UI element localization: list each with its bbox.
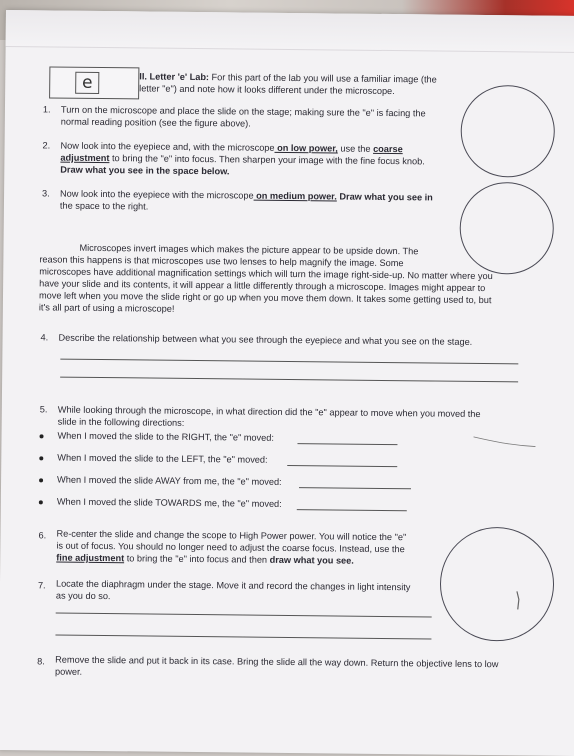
- q5-bullet-left: When I moved the slide to the LEFT, the "e" moved:: [57, 452, 268, 465]
- item-2-coarse: coarse: [373, 143, 403, 155]
- paragraph-line-3: microscopes have additional magnification settings which will turn the image right-side-up. No matter where you: [39, 266, 493, 282]
- q8-number: 8.: [37, 656, 45, 667]
- item-2-text-b: to bring the "e" into focus. Then sharpen your image with the fine focus knob.: [109, 153, 425, 167]
- q7-line-1: Locate the diaphragm under the stage. Move it and record the changes in light intensity: [55, 578, 411, 593]
- q5-line-2: slide in the following directions:: [57, 416, 185, 428]
- q5-answer-away[interactable]: [299, 487, 411, 489]
- q5-bullet-right: When I moved the slide to the RIGHT, the "e" moved:: [57, 430, 274, 443]
- item-1-line-1: Turn on the microscope and place the slide on the stage; making sure the "e" is facing the: [60, 104, 426, 119]
- drawing-circle-medium-power[interactable]: [459, 182, 554, 275]
- q6-line-3: [56, 553, 354, 568]
- paragraph-line-4: have your slide and its contents, it will appear a little differently through a microscope. Images might appear to: [39, 278, 486, 294]
- item-2-text-a: Now look into the eyepiece and, with the microscope: [60, 140, 275, 153]
- paragraph-line-2: reason this happens is that microscopes use two lenses to help magnify the image. Some: [39, 254, 404, 269]
- q5-line-1: While looking through the microscope, in what direction did the "e" appear to move when you moved the: [57, 404, 481, 419]
- q6-draw-instruction: draw what you see.: [269, 554, 354, 566]
- bullet-dot: [39, 478, 43, 482]
- q5-bullet-towards: When I moved the slide TOWARDS me, the "e" moved:: [56, 496, 282, 509]
- q7-number: 7.: [37, 580, 46, 591]
- item-2-text-c: use the: [337, 143, 374, 154]
- q4-number: 4.: [40, 332, 49, 343]
- drawing-circle-low-power[interactable]: [460, 85, 555, 178]
- item-2-adjustment: adjustment: [60, 152, 110, 164]
- q6-fine-adjustment: fine adjustment: [56, 552, 125, 564]
- q8-line-1: Remove the slide and put it back in its case. Bring the slide all the way down. Return the objective lens to low: [55, 654, 499, 670]
- bullet-dot: [39, 500, 43, 504]
- letter-e-glyph: e: [75, 72, 99, 94]
- q5-number: 5.: [39, 404, 48, 415]
- q5-bullet-away: When I moved the slide AWAY from me, the "e" moved:: [57, 474, 282, 487]
- page-fold: [6, 10, 574, 53]
- item-3-line-2: the space to the right.: [59, 200, 149, 212]
- item-3-text-c: Draw what you see in: [336, 191, 433, 203]
- bullet-dot: [40, 434, 44, 438]
- drawing-circle-high-power[interactable]: [439, 527, 554, 642]
- item-1-number: 1.: [42, 104, 51, 115]
- intro-heading: II. Letter 'e' Lab:: [139, 71, 210, 83]
- q4-answer-line-2[interactable]: [60, 377, 518, 383]
- q7-answer-line-2[interactable]: [55, 635, 431, 640]
- q6-number: 6.: [38, 530, 47, 541]
- q6-line-2: is out of focus. You should no longer need to adjust the coarse focus. Instead, use the: [56, 540, 405, 555]
- item-3-number: 3.: [42, 188, 50, 199]
- q7-line-2: as you do so.: [55, 590, 111, 602]
- paragraph-line-6: it's all part of using a microscope!: [38, 302, 175, 314]
- item-2-line-3: Draw what you see in the space below.: [60, 164, 230, 177]
- q7-answer-line-1[interactable]: [56, 613, 432, 618]
- q6-text-b: to bring the "e" into focus and then: [124, 553, 270, 565]
- item-3-text-a: Now look into the eyepiece with the microscope: [60, 188, 254, 201]
- q5-answer-left[interactable]: [287, 465, 397, 467]
- q8-line-2: power.: [55, 666, 83, 677]
- item-3-medium-power: on medium power.: [253, 190, 337, 202]
- q6-line-1: Re-center the slide and change the scope to High Power power. You will notice the "e": [56, 528, 407, 543]
- q5-answer-towards[interactable]: [297, 509, 407, 511]
- q4-answer-line-1[interactable]: [60, 359, 518, 365]
- q5-answer-right[interactable]: [297, 443, 397, 445]
- intro-text-1: For this part of the lab you will use a familiar image (the: [211, 72, 437, 85]
- q4-question: Describe the relationship between what you see through the eyepiece and what you see on the stage.: [58, 332, 473, 347]
- item-1-line-2: normal reading position (see the figure above).: [60, 116, 251, 129]
- paragraph-line-1: Microscopes invert images which makes the picture appear to be upside down. The: [79, 242, 419, 257]
- worksheet-page: [0, 10, 574, 756]
- intro-line-2: letter "e") and note how it looks different under the microscope.: [139, 83, 395, 97]
- bullet-dot: [39, 456, 43, 460]
- pencil-mark: [471, 433, 541, 450]
- item-2-number: 2.: [42, 140, 51, 151]
- paragraph-line-5: move left when you move the slide right or go up when you move them down. It takes some getting used to, but: [38, 290, 492, 306]
- letter-e-figure: [49, 66, 139, 99]
- item-2-low-power: on low power,: [274, 142, 338, 154]
- pencil-sketch: [514, 589, 524, 613]
